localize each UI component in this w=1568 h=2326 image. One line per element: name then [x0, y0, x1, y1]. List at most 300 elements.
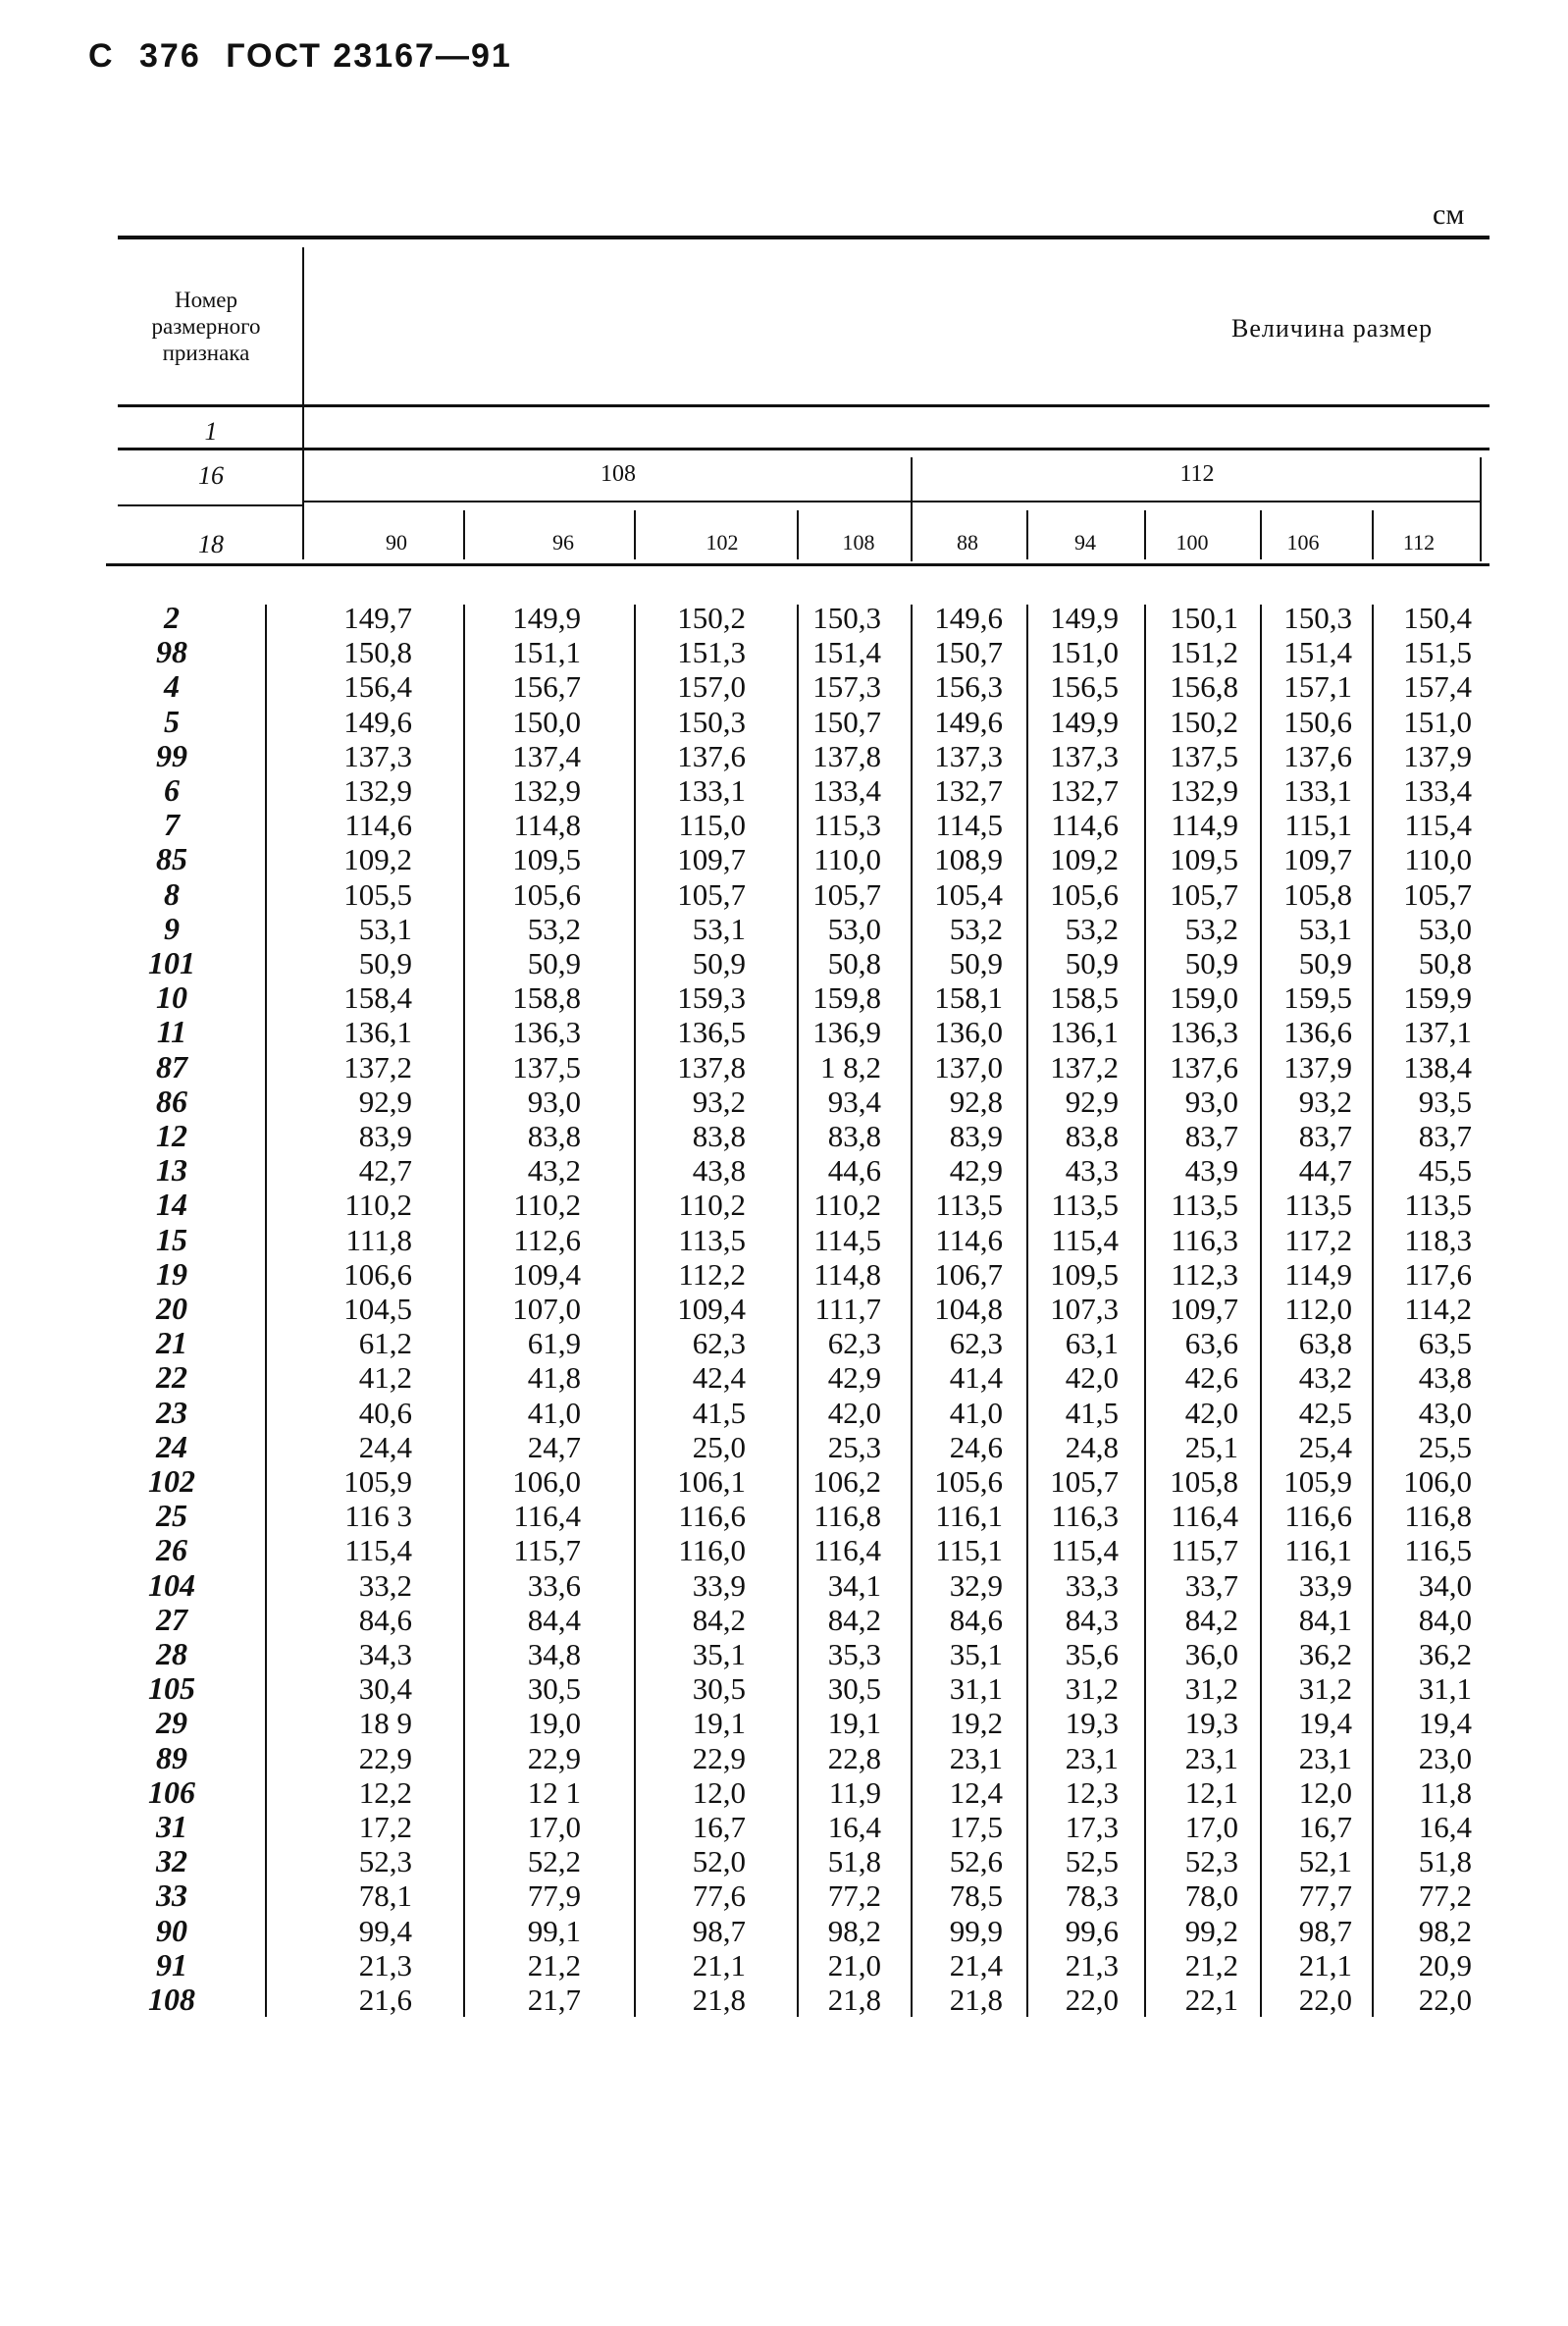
label-column-divider	[302, 247, 304, 559]
row-feature-number: 10	[156, 979, 187, 1016]
row-feature-number: 108	[148, 1982, 195, 2017]
table-cell: 107,0	[512, 1292, 581, 1326]
table-cell: 84,2	[1184, 1602, 1238, 1637]
table-cell: 34,0	[1418, 1567, 1472, 1603]
table-cell: 62,3	[949, 1326, 1003, 1361]
table-cell: 137,6	[677, 738, 746, 773]
table-cell: 63,5	[1418, 1326, 1472, 1361]
table-right-edge	[1480, 457, 1482, 561]
row-feature-number: 33	[156, 1877, 187, 1914]
table-cell: 133,1	[1283, 773, 1352, 808]
table-cell: 115,4	[1051, 1533, 1119, 1568]
table-cell: 107,3	[1050, 1292, 1119, 1326]
row-feature-number: 91	[156, 1946, 187, 1982]
body-column-separator	[1260, 605, 1262, 2017]
table-cell: 110,2	[344, 1188, 412, 1223]
table-cell: 78,1	[358, 1878, 412, 1914]
header-column-separator	[1260, 510, 1262, 559]
table-cell: 156,4	[343, 669, 412, 705]
table-cell: 150,4	[1403, 601, 1472, 635]
table-cell: 30,4	[358, 1671, 412, 1707]
table-cell: 150,3	[812, 601, 881, 635]
table-cell: 149,6	[343, 704, 412, 739]
table-cell: 116,6	[1284, 1499, 1352, 1534]
table-cell: 42,5	[1298, 1395, 1352, 1430]
table-cell: 21,1	[692, 1947, 746, 1982]
table-cell: 99,9	[949, 1913, 1003, 1948]
table-cell: 150,3	[1283, 601, 1352, 635]
row-feature-number: 104	[148, 1566, 195, 1603]
table-cell: 114,8	[813, 1256, 881, 1292]
table-cell: 16,7	[1298, 1810, 1352, 1844]
row-feature-number: 13	[156, 1152, 187, 1189]
row-feature-number: 29	[156, 1705, 187, 1741]
table-cell: 53,2	[527, 911, 581, 946]
row-feature-number: 27	[156, 1601, 187, 1637]
table-cell: 21,6	[358, 1982, 412, 2017]
table-cell: 12 1	[527, 1774, 581, 1810]
table-cell: 116,4	[813, 1533, 881, 1568]
table-cell: 112,6	[513, 1222, 581, 1257]
table-cell: 150,0	[512, 704, 581, 739]
row-feature-number: 90	[156, 1912, 187, 1948]
table-cell: 110,0	[1404, 842, 1472, 877]
feature-16-label: 16	[198, 461, 224, 490]
table-cell: 52,1	[1298, 1844, 1352, 1879]
table-cell: 21,1	[1298, 1947, 1352, 1982]
table-cell: 159,9	[1403, 980, 1472, 1016]
body-column-separator	[1026, 605, 1028, 2017]
standard-title: ГОСТ 23167—91	[226, 37, 512, 75]
table-cell: 159,0	[1170, 980, 1238, 1016]
table-cell: 112,3	[1171, 1256, 1238, 1292]
table-cell: 157,1	[1283, 669, 1352, 705]
table-cell: 21,0	[827, 1947, 881, 1982]
table-cell: 1 8,2	[820, 1049, 881, 1084]
table-cell: 105,4	[934, 876, 1003, 912]
table-cell: 36,2	[1298, 1637, 1352, 1671]
header-column-separator	[1372, 510, 1374, 559]
table-cell: 21,8	[827, 1982, 881, 2017]
table-cell: 22,0	[1298, 1982, 1352, 2017]
table-cell: 113,5	[1284, 1188, 1352, 1223]
table-cell: 12,4	[949, 1774, 1003, 1810]
header-column-separator	[911, 510, 913, 559]
table-cell: 149,9	[512, 601, 581, 635]
row-feature-number: 14	[156, 1187, 187, 1223]
header-column-separator	[797, 510, 799, 559]
table-cell: 50,8	[1418, 946, 1472, 980]
table-cell: 11,8	[1419, 1774, 1472, 1810]
column-header: 94	[1074, 530, 1096, 555]
table-cell: 42,0	[1065, 1360, 1119, 1396]
table-cell: 21,8	[949, 1982, 1003, 2017]
table-cell: 63,8	[1298, 1326, 1352, 1361]
table-cell: 83,9	[949, 1119, 1003, 1153]
table-cell: 99,4	[358, 1913, 412, 1948]
table-cell: 19,3	[1184, 1706, 1238, 1741]
table-cell: 114,9	[1284, 1256, 1352, 1292]
table-cell: 150,6	[1283, 704, 1352, 739]
table-cell: 31,2	[1184, 1671, 1238, 1707]
table-cell: 159,5	[1283, 980, 1352, 1016]
header-column-separator	[1144, 510, 1146, 559]
table-cell: 44,6	[827, 1153, 881, 1189]
table-cell: 45,5	[1418, 1153, 1472, 1189]
table-cell: 137,3	[343, 738, 412, 773]
units-label: см	[1433, 198, 1465, 231]
table-cell: 50,9	[358, 946, 412, 980]
table-cell: 113,5	[935, 1188, 1003, 1223]
table-cell: 43,8	[692, 1153, 746, 1189]
table-cell: 106,2	[812, 1464, 881, 1499]
table-cell: 150,8	[343, 635, 412, 670]
table-cell: 50,9	[949, 946, 1003, 980]
table-cell: 43,3	[1065, 1153, 1119, 1189]
table-cell: 51,8	[1418, 1844, 1472, 1879]
table-cell: 42,9	[827, 1360, 881, 1396]
row-feature-number: 86	[156, 1083, 187, 1119]
table-cell: 109,4	[512, 1256, 581, 1292]
table-cell: 106,0	[1403, 1464, 1472, 1499]
table-cell: 84,6	[358, 1602, 412, 1637]
table-cell: 98,2	[1418, 1913, 1472, 1948]
table-cell: 150,7	[934, 635, 1003, 670]
table-cell: 93,2	[692, 1084, 746, 1119]
table-cell: 25,1	[1184, 1429, 1238, 1464]
table-cell: 109,7	[1170, 1292, 1238, 1326]
table-cell: 115,0	[678, 808, 746, 843]
table-cell: 105,9	[1283, 1464, 1352, 1499]
table-cell: 41,4	[949, 1360, 1003, 1396]
table-cell: 43,2	[527, 1153, 581, 1189]
table-cell: 137,9	[1283, 1049, 1352, 1084]
table-cell: 44,7	[1298, 1153, 1352, 1189]
table-cell: 137,0	[934, 1049, 1003, 1084]
table-cell: 84,3	[1065, 1602, 1119, 1637]
table-cell: 43,9	[1184, 1153, 1238, 1189]
table-cell: 19,2	[949, 1706, 1003, 1741]
table-cell: 83,7	[1418, 1119, 1472, 1153]
table-cell: 78,0	[1184, 1878, 1238, 1914]
table-cell: 159,8	[812, 980, 881, 1016]
body-column-separator	[634, 605, 636, 2017]
table-cell: 33,2	[358, 1567, 412, 1603]
table-cell: 24,7	[527, 1429, 581, 1464]
table-cell: 41,0	[949, 1395, 1003, 1430]
table-cell: 77,2	[827, 1878, 881, 1914]
table-cell: 114,5	[935, 808, 1003, 843]
table-cell: 106,7	[934, 1256, 1003, 1292]
table-cell: 116 3	[344, 1499, 412, 1534]
table-cell: 34,8	[527, 1637, 581, 1671]
body-column-separator	[463, 605, 465, 2017]
table-cell: 53,1	[358, 911, 412, 946]
table-cell: 137,8	[812, 738, 881, 773]
row-feature-number: 26	[156, 1532, 187, 1568]
table-cell: 50,9	[692, 946, 746, 980]
table-cell: 105,6	[934, 1464, 1003, 1499]
table-cell: 92,9	[1065, 1084, 1119, 1119]
table-cell: 99,6	[1065, 1913, 1119, 1948]
table-cell: 158,4	[343, 980, 412, 1016]
table-cell: 77,2	[1418, 1878, 1472, 1914]
table-cell: 83,8	[827, 1119, 881, 1153]
table-cell: 22,8	[827, 1740, 881, 1775]
table-cell: 109,2	[1050, 842, 1119, 877]
table-cell: 151,4	[1283, 635, 1352, 670]
table-cell: 98,7	[692, 1913, 746, 1948]
table-cell: 116,8	[1404, 1499, 1472, 1534]
table-cell: 16,4	[827, 1810, 881, 1844]
table-cell: 52,0	[692, 1844, 746, 1879]
row-feature-number: 8	[164, 875, 180, 912]
table-cell: 109,5	[1170, 842, 1238, 877]
table-cell: 105,6	[1050, 876, 1119, 912]
table-cell: 136,9	[812, 1015, 881, 1050]
table-cell: 83,9	[358, 1119, 412, 1153]
row-feature-number: 6	[164, 772, 180, 808]
table-cell: 132,9	[512, 773, 581, 808]
table-cell: 43,2	[1298, 1360, 1352, 1396]
row-feature-number: 106	[148, 1773, 195, 1810]
table-cell: 12,1	[1184, 1774, 1238, 1810]
table-cell: 33,9	[1298, 1567, 1352, 1603]
table-cell: 30,5	[692, 1671, 746, 1707]
table-cell: 113,5	[678, 1222, 746, 1257]
table-cell: 159,3	[677, 980, 746, 1016]
table-cell: 151,0	[1403, 704, 1472, 739]
table-cell: 149,9	[1050, 704, 1119, 739]
table-cell: 110,2	[678, 1188, 746, 1223]
table-cell: 137,4	[512, 738, 581, 773]
table-cell: 43,8	[1418, 1360, 1472, 1396]
row-feature-number: 19	[156, 1255, 187, 1292]
row-feature-number: 2	[164, 600, 180, 635]
table-cell: 137,1	[1403, 1015, 1472, 1050]
table-cell: 93,2	[1298, 1084, 1352, 1119]
table-cell: 150,7	[812, 704, 881, 739]
table-cell: 21,2	[1184, 1947, 1238, 1982]
table-cell: 19,4	[1418, 1706, 1472, 1741]
table-cell: 23,1	[1065, 1740, 1119, 1775]
header-rule-1	[118, 404, 1490, 407]
table-cell: 51,8	[827, 1844, 881, 1879]
table-cell: 22,9	[692, 1740, 746, 1775]
table-cell: 106,0	[512, 1464, 581, 1499]
table-cell: 158,5	[1050, 980, 1119, 1016]
table-cell: 50,8	[827, 946, 881, 980]
table-cell: 17,0	[1184, 1810, 1238, 1844]
table-cell: 108,9	[934, 842, 1003, 877]
table-cell: 19,3	[1065, 1706, 1119, 1741]
table-cell: 115,3	[813, 808, 881, 843]
table-cell: 22,9	[358, 1740, 412, 1775]
table-cell: 92,9	[358, 1084, 412, 1119]
column-header: 106	[1286, 530, 1320, 555]
table-cell: 42,4	[692, 1360, 746, 1396]
table-cell: 158,8	[512, 980, 581, 1016]
table-cell: 114,9	[1171, 808, 1238, 843]
table-cell: 137,9	[1403, 738, 1472, 773]
table-cell: 12,0	[1298, 1774, 1352, 1810]
table-cell: 19,4	[1298, 1706, 1352, 1741]
table-cell: 83,8	[527, 1119, 581, 1153]
table-cell: 113,5	[1171, 1188, 1238, 1223]
table-top-rule	[118, 236, 1490, 239]
row-feature-number: 31	[156, 1809, 187, 1844]
table-cell: 150,2	[1170, 704, 1238, 739]
table-cell: 151,2	[1170, 635, 1238, 670]
table-cell: 17,0	[527, 1810, 581, 1844]
table-cell: 25,5	[1418, 1429, 1472, 1464]
table-cell: 53,0	[827, 911, 881, 946]
table-cell: 41,5	[1065, 1395, 1119, 1430]
table-cell: 84,2	[827, 1602, 881, 1637]
table-cell: 98,7	[1298, 1913, 1352, 1948]
table-cell: 114,6	[935, 1222, 1003, 1257]
body-column-separator	[265, 605, 267, 2017]
row-feature-number: 7	[164, 807, 180, 843]
table-cell: 99,1	[527, 1913, 581, 1948]
table-cell: 114,6	[1051, 808, 1119, 843]
row-feature-number: 87	[156, 1048, 187, 1084]
body-column-separator	[1372, 605, 1374, 2017]
table-cell: 42,0	[827, 1395, 881, 1430]
table-cell: 41,8	[527, 1360, 581, 1396]
table-cell: 157,0	[677, 669, 746, 705]
table-cell: 35,3	[827, 1637, 881, 1671]
table-cell: 50,9	[1065, 946, 1119, 980]
table-cell: 40,6	[358, 1395, 412, 1430]
row-label-heading	[118, 287, 294, 366]
table-cell: 33,7	[1184, 1567, 1238, 1603]
table-cell: 77,9	[527, 1878, 581, 1914]
table-cell: 34,1	[827, 1567, 881, 1603]
table-cell: 104,8	[934, 1292, 1003, 1326]
table-cell: 114,6	[344, 808, 412, 843]
table-cell: 12,0	[692, 1774, 746, 1810]
table-cell: 52,3	[358, 1844, 412, 1879]
table-cell: 21,3	[1065, 1947, 1119, 1982]
table-cell: 115,4	[1404, 808, 1472, 843]
table-cell: 84,0	[1418, 1602, 1472, 1637]
row-feature-number: 12	[156, 1118, 187, 1153]
table-cell: 52,5	[1065, 1844, 1119, 1879]
table-cell: 19,1	[692, 1706, 746, 1741]
row-feature-number: 11	[156, 1014, 187, 1050]
row-feature-number: 89	[156, 1739, 187, 1775]
table-cell: 116,5	[1404, 1533, 1472, 1568]
table-cell: 17,3	[1065, 1810, 1119, 1844]
table-cell: 113,5	[1404, 1188, 1472, 1223]
column-header: 108	[842, 530, 875, 555]
header-column-separator	[1026, 510, 1028, 559]
table-cell: 52,2	[527, 1844, 581, 1879]
table-cell: 50,9	[527, 946, 581, 980]
table-cell: 137,5	[512, 1049, 581, 1084]
table-cell: 32,9	[949, 1567, 1003, 1603]
table-cell: 105,9	[343, 1464, 412, 1499]
table-cell: 149,6	[934, 704, 1003, 739]
table-cell: 21,2	[527, 1947, 581, 1982]
table-cell: 77,7	[1298, 1878, 1352, 1914]
table-cell: 109,2	[343, 842, 412, 877]
header-rule-2	[118, 448, 1490, 450]
header-bottom-rule	[106, 563, 1490, 566]
table-cell: 104,5	[343, 1292, 412, 1326]
row-feature-number: 21	[156, 1325, 187, 1361]
table-cell: 150,3	[677, 704, 746, 739]
table-cell: 24,6	[949, 1429, 1003, 1464]
row-feature-number: 9	[164, 910, 180, 946]
table-cell: 33,3	[1065, 1567, 1119, 1603]
table-cell: 114,2	[1404, 1292, 1472, 1326]
table-cell: 111,8	[345, 1222, 412, 1257]
table-cell: 157,3	[812, 669, 881, 705]
header-rule-3	[304, 501, 1482, 502]
table-cell: 112,0	[1284, 1292, 1352, 1326]
table-cell: 42,0	[1184, 1395, 1238, 1430]
table-cell: 17,5	[949, 1810, 1003, 1844]
group-108-header: 108	[601, 461, 636, 487]
table-cell: 25,0	[692, 1429, 746, 1464]
table-cell: 157,4	[1403, 669, 1472, 705]
table-cell: 132,9	[1170, 773, 1238, 808]
table-cell: 117,2	[1284, 1222, 1352, 1257]
table-cell: 35,1	[949, 1637, 1003, 1671]
table-cell: 116,4	[1171, 1499, 1238, 1534]
table-cell: 150,1	[1170, 601, 1238, 635]
table-cell: 137,5	[1170, 738, 1238, 773]
table-cell: 93,5	[1418, 1084, 1472, 1119]
table-cell: 84,1	[1298, 1602, 1352, 1637]
table-cell: 53,1	[1298, 911, 1352, 946]
table-cell: 83,8	[692, 1119, 746, 1153]
table-cell: 43,0	[1418, 1395, 1472, 1430]
table-cell: 31,1	[949, 1671, 1003, 1707]
table-cell: 61,9	[527, 1326, 581, 1361]
table-cell: 111,7	[814, 1292, 881, 1326]
table-cell: 136,1	[343, 1015, 412, 1050]
table-cell: 158,1	[934, 980, 1003, 1016]
row-feature-number: 23	[156, 1394, 187, 1430]
table-cell: 23,0	[1418, 1740, 1472, 1775]
table-cell: 84,4	[527, 1602, 581, 1637]
table-cell: 116,1	[935, 1499, 1003, 1534]
table-cell: 62,3	[827, 1326, 881, 1361]
table-cell: 149,7	[343, 601, 412, 635]
table-cell: 78,3	[1065, 1878, 1119, 1914]
table-cell: 50,9	[1184, 946, 1238, 980]
table-cell: 33,6	[527, 1567, 581, 1603]
table-cell: 156,8	[1170, 669, 1238, 705]
table-cell: 25,3	[827, 1429, 881, 1464]
table-cell: 136,3	[1170, 1015, 1238, 1050]
table-cell: 116,4	[513, 1499, 581, 1534]
table-cell: 136,3	[512, 1015, 581, 1050]
table-cell: 105,7	[1403, 876, 1472, 912]
table-cell: 110,0	[813, 842, 881, 877]
table-cell: 16,4	[1418, 1810, 1472, 1844]
table-cell: 133,1	[677, 773, 746, 808]
table-cell: 24,8	[1065, 1429, 1119, 1464]
column-header: 100	[1176, 530, 1209, 555]
table-cell: 151,1	[512, 635, 581, 670]
table-cell: 16,7	[692, 1810, 746, 1844]
table-cell: 61,2	[358, 1326, 412, 1361]
row-feature-number: 105	[148, 1670, 195, 1707]
